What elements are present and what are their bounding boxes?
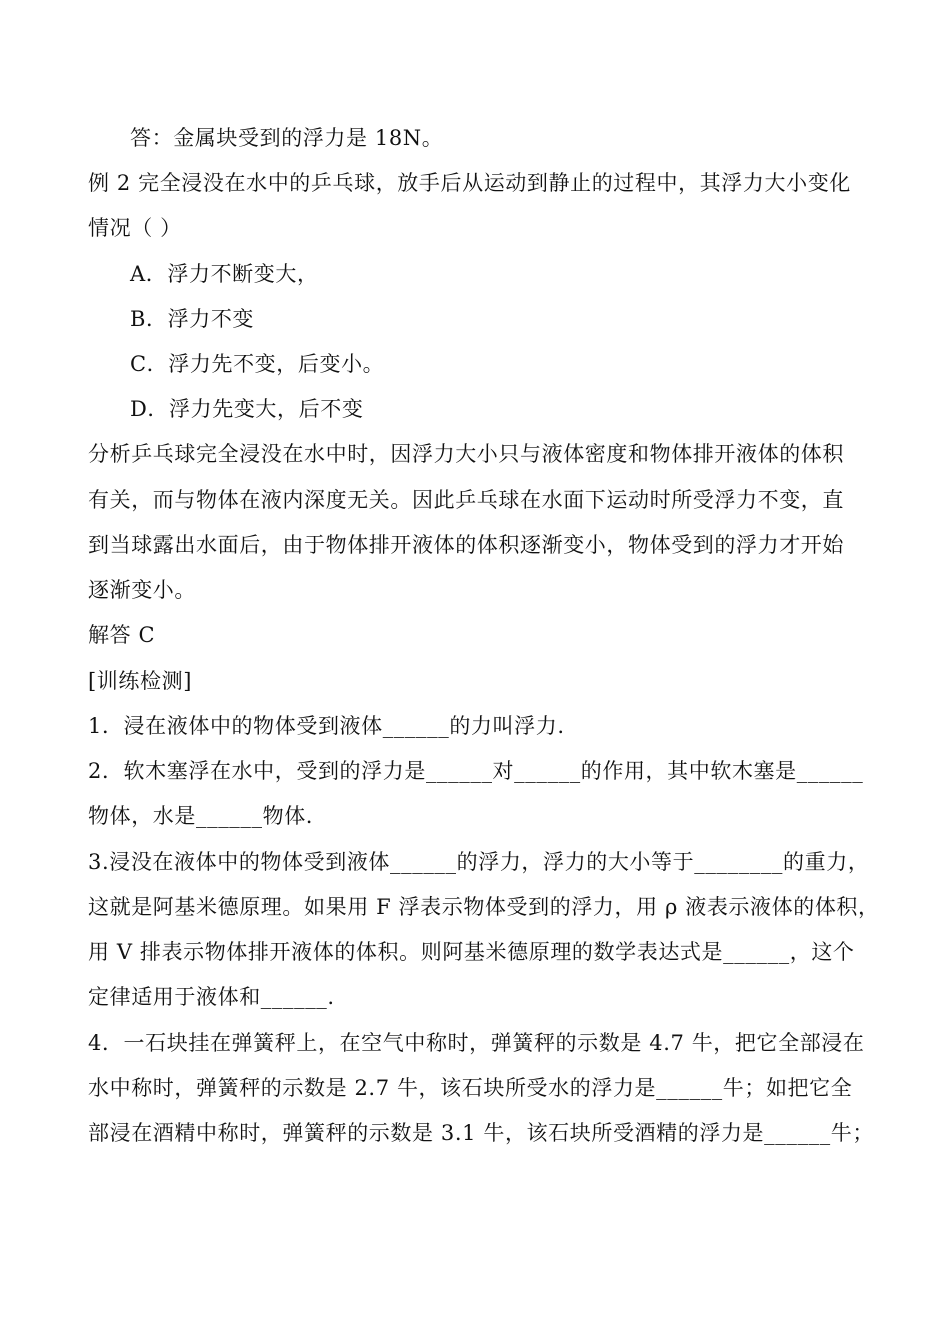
analysis-line-3: 到当球露出水面后，由于物体排开液体的体积逐渐变小，物体受到的浮力才开始 [88,533,844,557]
analysis-line-2: 有关，而与物体在液内深度无关。因此乒乓球在水面下运动时所受浮力不变，直 [88,488,844,512]
exercise-2-line-2: 物体，水是______物体. [88,804,314,828]
exercise-3-line-1: 3.浸没在液体中的物体受到液体______的浮力，浮力的大小等于________的重力， [88,850,870,874]
answer-line: 答：金属块受到的浮力是 18N。 [130,126,444,150]
option-a: A．浮力不断变大， [130,262,319,286]
example-2-question-cont: 情况（ ） [88,216,182,240]
example-2-question: 例 2 完全浸没在水中的乒乓球，放手后从运动到静止的过程中，其浮力大小变化 [88,171,851,195]
exercise-3-line-2: 这就是阿基米德原理。如果用 F 浮表示物体受到的浮力，用 ρ 液表示液体的体积， [88,895,880,919]
exercise-3-line-3: 用 V 排表示物体排开液体的体积。则阿基米德原理的数学表达式是______，这个 [88,940,855,964]
option-b: B．浮力不变 [130,307,255,331]
exercise-1: 1．浸在液体中的物体受到液体______的力叫浮力. [88,714,565,738]
option-d: D．浮力先变大，后不变 [130,397,364,421]
exercise-4-line-1: 4．一石块挂在弹簧秤上，在空气中称时，弹簧秤的示数是 4.7 牛，把它全部浸在 [88,1031,865,1055]
exercise-3-line-4: 定律适用于液体和______. [88,985,335,1009]
option-c: C．浮力先不变，后变小。 [130,352,385,376]
analysis-line-1: 分析乒乓球完全浸没在水中时，因浮力大小只与液体密度和物体排开液体的体积 [88,442,844,466]
section-heading: [训练检测] [88,669,192,693]
analysis-line-4: 逐渐变小。 [88,578,196,602]
exercise-4-line-2: 水中称时，弹簧秤的示数是 2.7 牛，该石块所受水的浮力是______牛；如把它全 [88,1076,853,1100]
exercise-4-line-3: 部浸在酒精中称时，弹簧秤的示数是 3.1 牛，该石块所受酒精的浮力是______牛； [88,1121,874,1145]
exercise-2-line-1: 2．软木塞浮在水中，受到的浮力是______对______的作用，其中软木塞是______ [88,759,864,783]
solution-line: 解答 C [88,623,156,647]
